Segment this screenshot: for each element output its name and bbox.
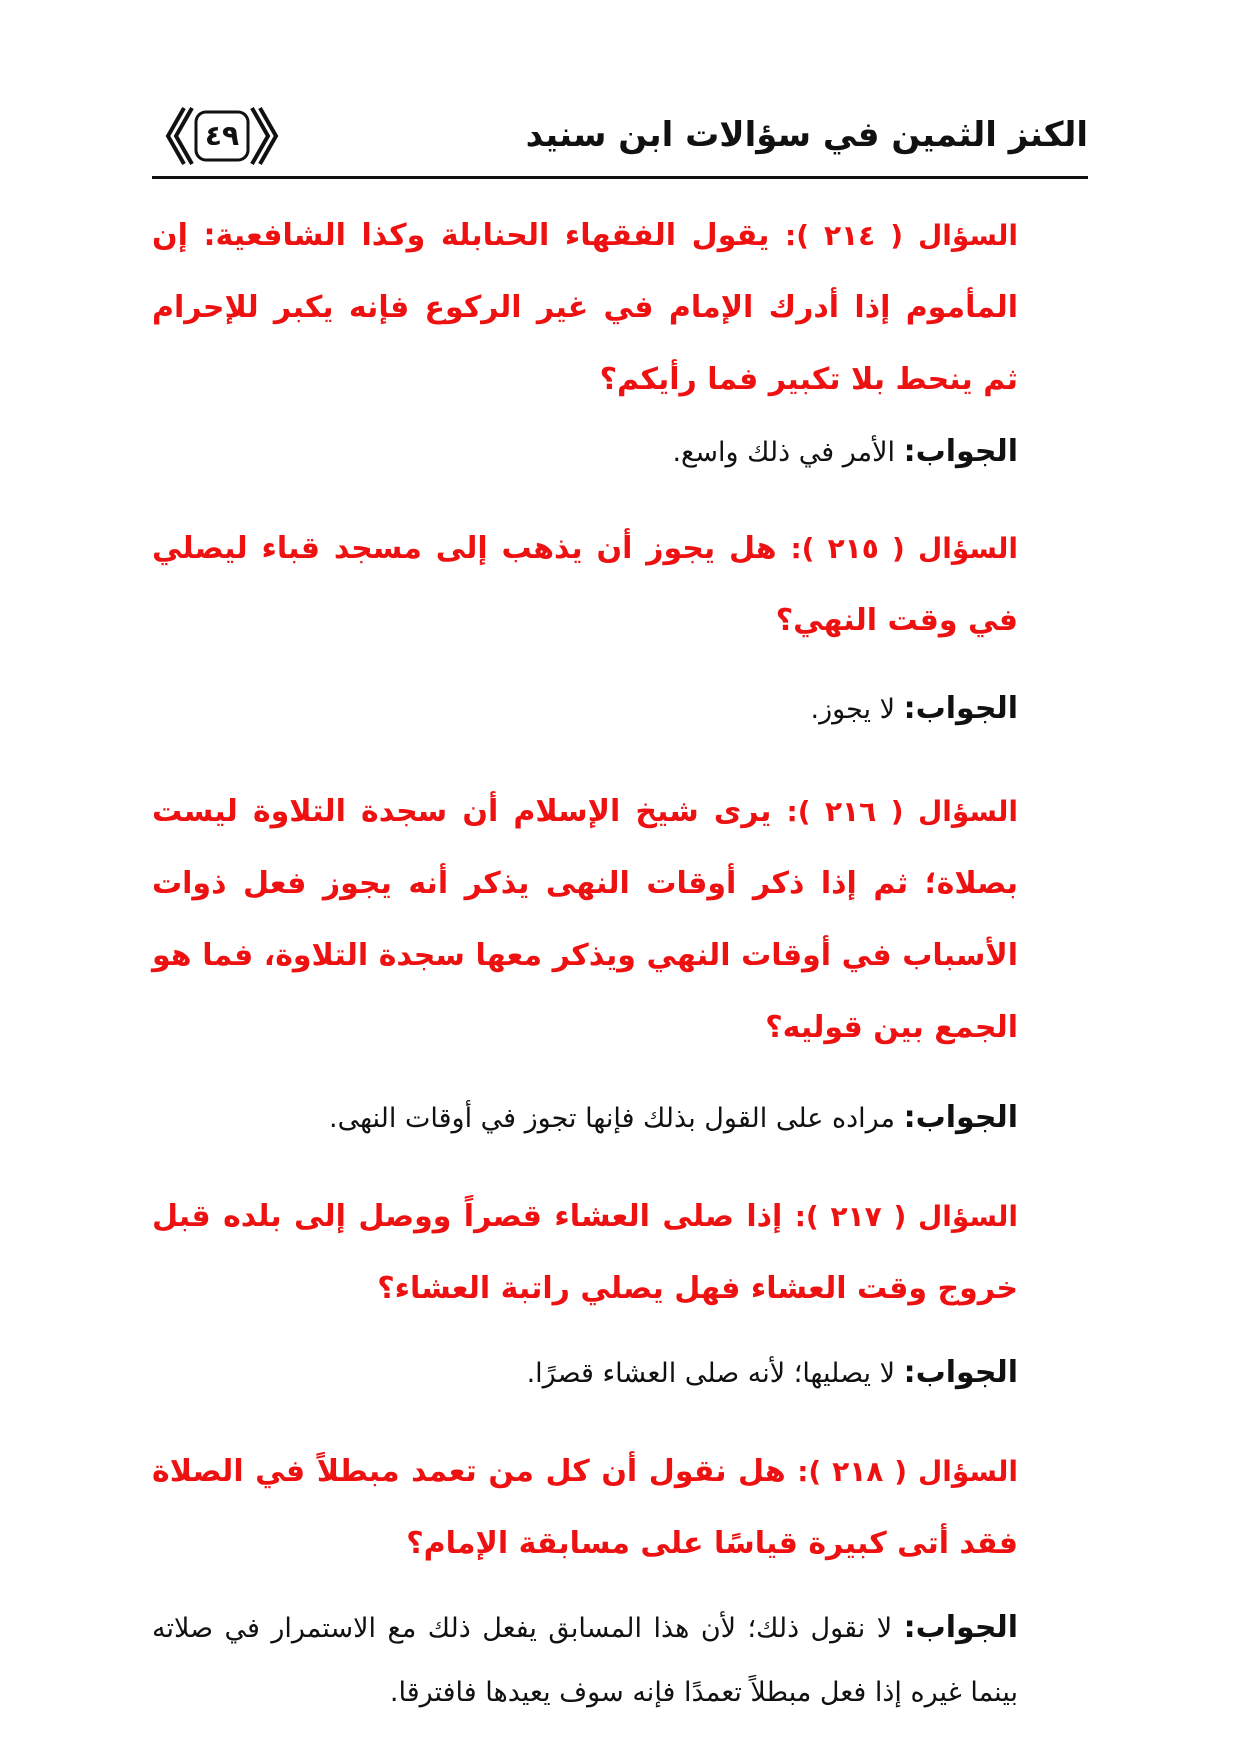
answer-218 <box>152 1596 1088 1725</box>
question-214 <box>152 200 1088 416</box>
page-number-badge <box>162 104 282 168</box>
answer-text: مراده على القول بذلك فإنها تجوز في أوقات النهى. <box>328 1103 904 1134</box>
question-text: يرى شيخ الإسلام أن سجدة التلاوة ليست بصلاة؛ ثم إذا ذكر أوقات النهى يذكر أنه يجوز فعل ذوات الأسباب في أوقات النهي ويذكر معها سجدة التلاوة، فما هو الجمع بين قوليه؟ <box>152 794 1018 1045</box>
answer-label: الجواب: <box>903 434 1018 469</box>
answer-215 <box>152 677 1088 742</box>
question-218 <box>152 1436 1088 1580</box>
question-label: السؤال ( ٢١٧ ): <box>794 1200 1019 1233</box>
book-title: الكنز الثمين في سؤالات ابن سنيد <box>525 115 1088 155</box>
answer-label: الجواب: <box>903 1610 1018 1645</box>
answer-text: لا نقول ذلك؛ لأن هذا المسابق يفعل ذلك مع الاستمرار في صلاته بينما غيره إذا فعل مبطلاً تعمدًا فإنه سوف يعيدها فافترقا. <box>152 1613 1018 1708</box>
answer-214 <box>152 420 1088 485</box>
qa-content <box>152 200 1088 1725</box>
question-216 <box>152 776 1088 1064</box>
answer-text: الأمر في ذلك واسع. <box>672 437 904 468</box>
question-text: إذا صلى العشاء قصراً ووصل إلى بلده قبل خروج وقت العشاء فهل يصلي راتبة العشاء؟ <box>152 1199 1018 1306</box>
question-text: هل يجوز أن يذهب إلى مسجد قباء ليصلي في وقت النهي؟ <box>152 531 1018 638</box>
question-text: هل نقول أن كل من تعمد مبطلاً في الصلاة فقد أتى كبيرة قياسًا على مسابقة الإمام؟ <box>152 1454 1018 1561</box>
answer-label: الجواب: <box>903 691 1018 726</box>
answer-label: الجواب: <box>903 1100 1018 1135</box>
question-217 <box>152 1181 1088 1325</box>
answer-217 <box>152 1341 1088 1406</box>
header-divider <box>152 176 1088 179</box>
answer-label: الجواب: <box>903 1355 1018 1390</box>
question-label: السؤال ( ٢١٦ ): <box>786 795 1019 828</box>
question-label: السؤال ( ٢١٤ ): <box>785 219 1019 252</box>
question-label: السؤال ( ٢١٨ ): <box>797 1455 1019 1488</box>
answer-text: لا يصليها؛ لأنه صلى العشاء قصرًا. <box>526 1358 904 1389</box>
question-215 <box>152 513 1088 657</box>
question-label: السؤال ( ٢١٥ ): <box>790 532 1018 565</box>
answer-216 <box>152 1086 1088 1151</box>
question-text: يقول الفقهاء الحنابلة وكذا الشافعية: إن المأموم إذا أدرك الإمام في غير الركوع فإنه يكبر للإحرام ثم ينحط بلا تكبير فما رأيكم؟ <box>152 218 1018 397</box>
answer-text: لا يجوز. <box>810 694 904 725</box>
page-number: ٤٩ <box>204 119 240 152</box>
